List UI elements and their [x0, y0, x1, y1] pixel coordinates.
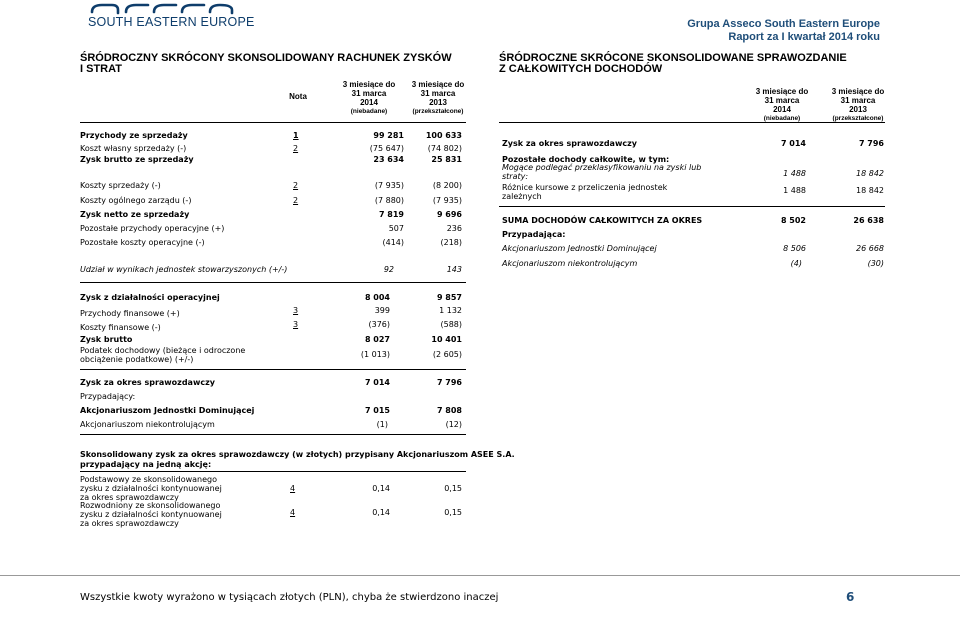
income-row-value-2014: (7 880)	[374, 196, 404, 205]
comp-col2-line1: 3 miesiące do	[831, 87, 885, 96]
income-row-label: Akcjonariuszom Jednostki Dominującej	[80, 406, 255, 415]
eps-rule	[80, 471, 466, 472]
comp-row-label: Akcjonariuszom Jednostki Dominującej	[502, 244, 657, 253]
comp-col1-line1: 3 miesiące do	[755, 87, 809, 96]
comp-row-value-2014: 7 014	[780, 139, 806, 148]
comp-col-2013-header	[818, 87, 898, 123]
income-row-value-2014: 7 014	[364, 378, 390, 387]
comp-row-value-2013: 18 842	[856, 169, 884, 178]
income-row-note: 2	[293, 196, 299, 205]
income-row-note: 3	[293, 320, 299, 329]
income-row-value-2013: (2 605)	[432, 350, 462, 359]
income-row-value-2013: 7 796	[436, 378, 462, 387]
income-header-rule	[80, 122, 466, 123]
income-row-label: Koszty finansowe (-)	[80, 323, 161, 332]
col2-line2: 31 marca	[420, 89, 456, 98]
income-row-label: Pozostałe przychody operacyjne (+)	[80, 224, 225, 233]
income-row-value-2014: (414)	[382, 238, 404, 247]
eps-diluted-label: Rozwodniony ze skonsolidowanego zysku z działalności kontynuowanej za okres sprawozdawczy	[80, 501, 222, 528]
income-row-value-2014: 99 281	[373, 131, 404, 140]
income-row-label: Zysk brutto	[80, 335, 133, 344]
income-row-label: Akcjonariuszom niekontrolującym	[80, 420, 215, 429]
income-row-value-2013: 7 808	[436, 406, 462, 415]
col1-line3: 2014	[360, 98, 378, 107]
col1-line4: (niebadane)	[350, 108, 388, 115]
comp-col-2014-header	[742, 87, 822, 123]
income-rule-2	[80, 369, 466, 370]
col2-line4: (przekształcone)	[412, 108, 464, 115]
col2-line1: 3 miesiące do	[411, 80, 465, 89]
income-row-label: Przychody ze sprzedaży	[80, 131, 188, 140]
comp-row-label: Mogące podlegać przeklasyfikowaniu na zyski lub straty:	[502, 163, 702, 181]
comp-header-rule	[499, 122, 885, 123]
brand-subtitle: SOUTH EASTERN EUROPE	[88, 15, 255, 29]
income-row-note: 2	[293, 181, 299, 190]
income-rule-1	[80, 282, 466, 283]
income-row-note: 1	[293, 131, 299, 140]
comp-col2-line4: (przekształcone)	[832, 115, 884, 122]
income-row-note: 2	[293, 144, 299, 153]
comp-row-label: Pozostałe dochody całkowite, w tym:	[502, 155, 670, 164]
income-statement-title	[80, 53, 452, 75]
income-row-value-2013: (8 200)	[432, 181, 462, 190]
income-row-value-2013: 10 401	[431, 335, 462, 344]
income-row-value-2013: 143	[446, 265, 462, 274]
eps-diluted-2014: 0,14	[372, 508, 390, 517]
income-row-value-2013: 1 132	[439, 306, 462, 315]
income-row-label: Koszty sprzedaży (-)	[80, 181, 161, 190]
eps-basic-label: Podstawowy ze skonsolidowanego zysku z działalności kontynuowanej za okres sprawozdawczy	[80, 475, 222, 502]
comp-row-label: Przypadająca:	[502, 230, 566, 239]
income-row-label: Zysk z działalności operacyjnej	[80, 293, 220, 302]
report-title: Raport za I kwartał 2014 roku	[728, 31, 880, 43]
comp-row-value-2014: (4)	[790, 259, 802, 268]
comp-title-line2: Z CAŁKOWITYCH DOCHODÓW	[499, 63, 663, 75]
comp-col1-line2: 31 marca	[764, 96, 800, 105]
income-row-label: Koszt własny sprzedaży (-)	[80, 144, 187, 153]
col-2014-header	[333, 80, 405, 116]
income-row-value-2014: 92	[383, 265, 394, 274]
income-row-label: Zysk brutto ze sprzedaży	[80, 155, 194, 164]
income-row-value-2013: 100 633	[425, 131, 462, 140]
income-row-label: Przychody finansowe (+)	[80, 309, 180, 318]
nota-header: Nota	[289, 92, 307, 101]
page-number: 6	[846, 590, 855, 604]
income-row-value-2013: (7 935)	[432, 196, 462, 205]
eps-title-line2: przypadający na jedną akcję:	[80, 460, 212, 469]
comp-row-value-2014: 8 502	[780, 216, 806, 225]
income-row-value-2013: (74 802)	[427, 144, 462, 153]
income-row-label: Udział w wynikach jednostek stowarzyszonych (+/-)	[80, 265, 288, 274]
comp-row-value-2013: (30)	[867, 259, 884, 268]
income-row-value-2014: 7 015	[364, 406, 390, 415]
eps-basic-2014: 0,14	[372, 484, 390, 493]
income-row-label: Podatek dochodowy (bieżące i odroczone obciążenie podatkowe) (+/-)	[80, 346, 246, 364]
income-row-value-2014: 399	[374, 306, 390, 315]
income-row-value-2013: 9 696	[436, 210, 462, 219]
income-row-value-2014: 23 634	[373, 155, 404, 164]
comp-row-label: Akcjonariuszom niekontrolującym	[502, 259, 638, 268]
comp-row-label: Zysk za okres sprawozdawczy	[502, 139, 637, 148]
comp-title-line1: ŚRÓDROCZNE SKRÓCONE SKONSOLIDOWANE SPRAWOZDANIE	[499, 52, 847, 64]
income-row-label: Zysk netto ze sprzedaży	[80, 210, 190, 219]
company-name: Grupa Asseco South Eastern Europe	[687, 18, 880, 30]
income-row-label: Zysk za okres sprawozdawczy	[80, 378, 215, 387]
comp-row-value-2013: 18 842	[856, 186, 884, 195]
comp-row-value-2014: 1 488	[783, 169, 806, 178]
comprehensive-income-title	[499, 53, 847, 75]
comp-row-value-2013: 7 796	[858, 139, 884, 148]
col2-line3: 2013	[429, 98, 447, 107]
income-row-value-2013: 25 831	[431, 155, 462, 164]
comp-col1-line3: 2014	[773, 105, 791, 114]
comp-row-label: Różnice kursowe z przeliczenia jednostek zależnych	[502, 183, 668, 201]
income-row-value-2013: 9 857	[436, 293, 462, 302]
eps-basic-note: 4	[290, 484, 296, 493]
income-row-value-2014: 8 004	[364, 293, 390, 302]
eps-diluted-note: 4	[290, 508, 296, 517]
eps-title-line1: Skonsolidowany zysk za okres sprawozdawczy (w złotych) przypisany Akcjonariuszom ASEE S.A.	[80, 450, 515, 459]
footer-rule	[0, 575, 960, 576]
income-row-value-2014: (75 647)	[369, 144, 404, 153]
income-row-value-2013: 236	[446, 224, 462, 233]
income-row-value-2013: (588)	[440, 320, 462, 329]
income-row-value-2014: 8 027	[364, 335, 390, 344]
income-row-value-2014: (7 935)	[374, 181, 404, 190]
income-title-line1: ŚRÓDROCZNY SKRÓCONY SKONSOLIDOWANY RACHUNEK ZYSKÓW	[80, 52, 452, 64]
col-2013-header	[402, 80, 474, 116]
footer-note: Wszystkie kwoty wyrażono w tysiącach złotych (PLN), chyba że stwierdzono inaczej	[80, 592, 499, 603]
comp-row-label: SUMA DOCHODÓW CAŁKOWITYCH ZA OKRES	[502, 216, 703, 225]
income-row-value-2013: (218)	[440, 238, 462, 247]
income-row-value-2014: 7 819	[378, 210, 404, 219]
income-row-value-2014: (1 013)	[360, 350, 390, 359]
col1-line2: 31 marca	[351, 89, 387, 98]
eps-diluted-2013: 0,15	[444, 508, 462, 517]
income-row-value-2014: (376)	[368, 320, 390, 329]
income-row-value-2014: 507	[388, 224, 404, 233]
income-row-value-2013: (12)	[445, 420, 462, 429]
income-row-label: Pozostałe koszty operacyjne (-)	[80, 238, 205, 247]
income-title-line2: I STRAT	[80, 63, 122, 75]
comp-row-value-2014: 1 488	[783, 186, 806, 195]
income-row-note: 3	[293, 306, 299, 315]
comp-col2-line2: 31 marca	[840, 96, 876, 105]
income-row-value-2014: (1)	[376, 420, 388, 429]
income-rule-3	[80, 434, 466, 435]
income-row-label: Koszty ogólnego zarządu (-)	[80, 196, 192, 205]
comp-col2-line3: 2013	[849, 105, 867, 114]
eps-basic-2013: 0,15	[444, 484, 462, 493]
income-row-label: Przypadający:	[80, 392, 136, 401]
comp-row-value-2013: 26 638	[853, 216, 884, 225]
comp-row-value-2013: 26 668	[856, 244, 884, 253]
comp-rule	[499, 206, 885, 207]
comp-col1-line4: (niebadane)	[763, 115, 801, 122]
comp-row-value-2014: 8 506	[783, 244, 806, 253]
col1-line1: 3 miesiące do	[342, 80, 396, 89]
